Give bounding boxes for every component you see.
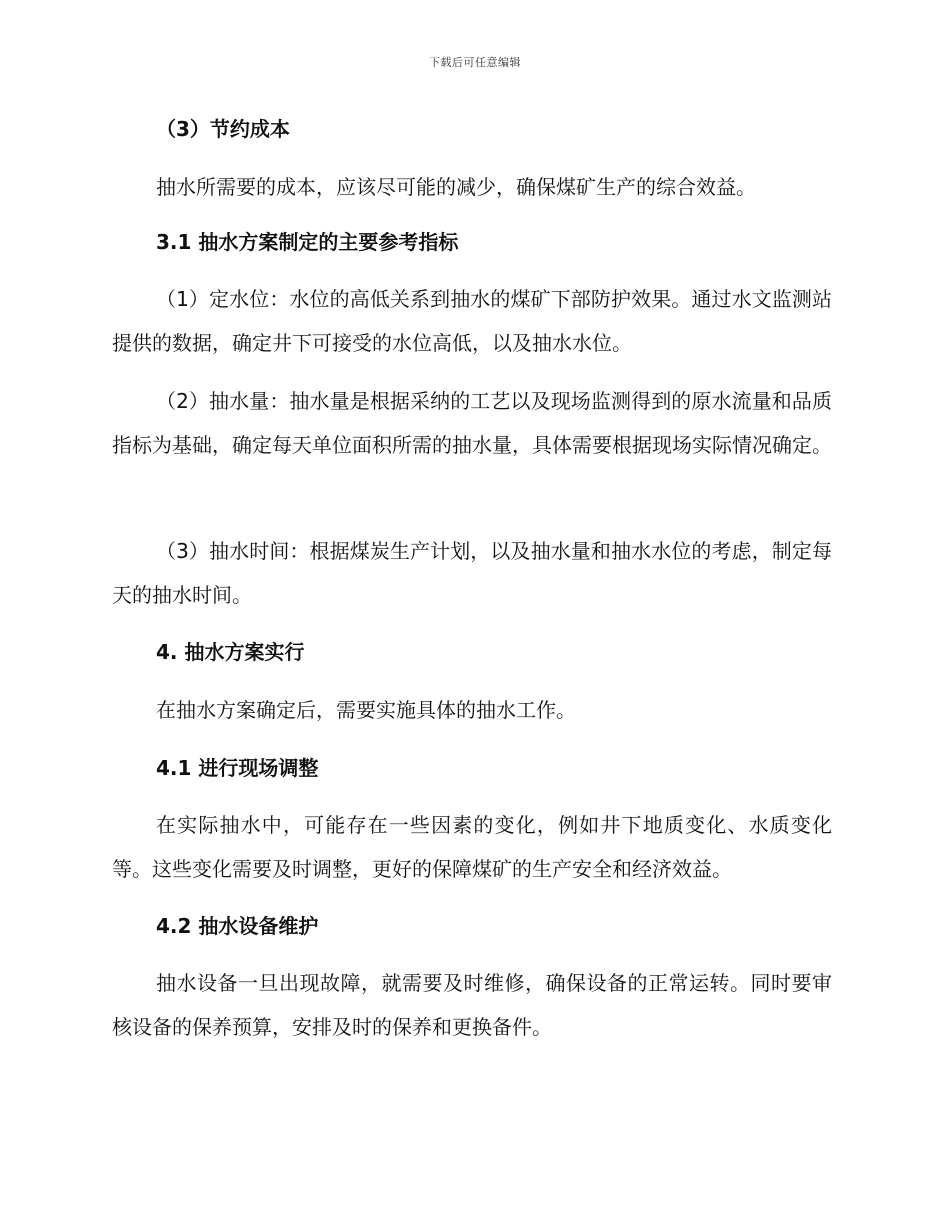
paragraph-implementation: 在抽水方案确定后，需要实施具体的抽水工作。 xyxy=(156,698,576,722)
paragraph-site-adjustment: 在实际抽水中，可能存在一些因素的变化，例如井下地质变化、水质变化等。这些变化需要及时调整，更好的保障煤矿的生产安全和经济效益。 xyxy=(112,813,832,881)
paragraph-pumping-volume: （2）抽水量：抽水量是根据采纳的工艺以及现场监测得到的原水流量和品质指标为基础，确定每天单位面积所需的抽水量，具体需要根据现场实际情况确定。 xyxy=(112,389,832,457)
heading-4: 4. 抽水方案实行 xyxy=(156,640,305,664)
heading-4-1: 4.1 进行现场调整 xyxy=(156,756,319,780)
heading-3-1: 3.1 抽水方案制定的主要参考指标 xyxy=(156,230,459,254)
paragraph-equipment-maintenance: 抽水设备一旦出现故障，就需要及时维修，确保设备的正常运转。同时要审核设备的保养预算，安排及时的保养和更换备件。 xyxy=(112,971,832,1039)
paragraph-save-cost: 抽水所需要的成本，应该尽可能的减少，确保煤矿生产的综合效益。 xyxy=(156,175,756,199)
heading-save-cost: （3）节约成本 xyxy=(156,117,290,141)
heading-4-2: 4.2 抽水设备维护 xyxy=(156,914,319,938)
paragraph-water-level: （1）定水位：水位的高低关系到抽水的煤矿下部防护效果。通过水文监测站提供的数据，确定井下可接受的水位高低，以及抽水水位。 xyxy=(112,287,832,355)
paragraph-pumping-time: （3）抽水时间：根据煤炭生产计划，以及抽水量和抽水水位的考虑，制定每天的抽水时间。 xyxy=(112,539,832,607)
page-header: 下载后可任意编辑 xyxy=(429,56,521,69)
